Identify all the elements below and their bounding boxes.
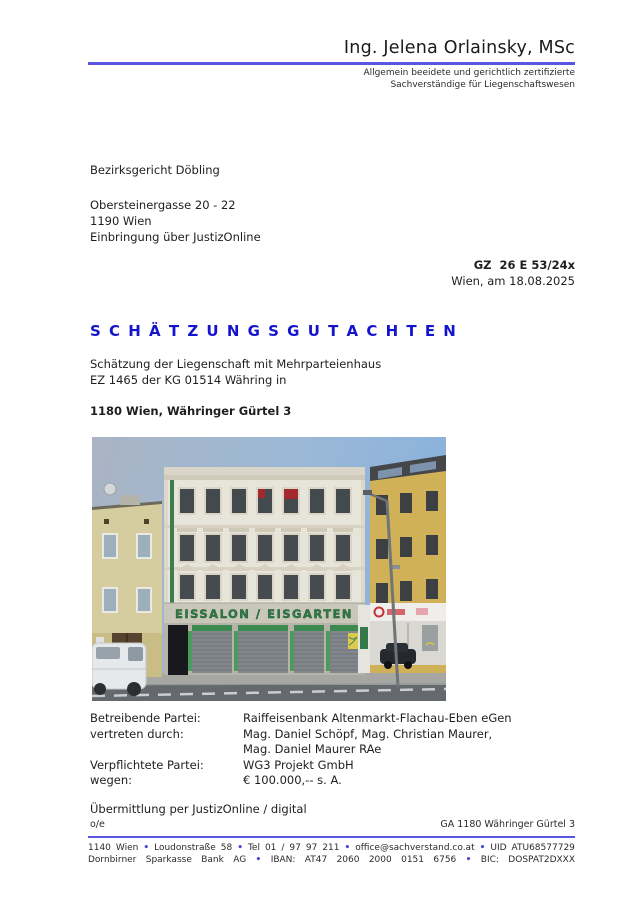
bullet-separator: • [143,843,150,853]
party-value: € 100.000,-- s. A. [243,773,342,787]
footer [88,842,575,866]
party-label: wegen: [90,773,133,787]
document-reference: GA 1180 Währinger Gürtel 3 [440,819,575,830]
parties-table [90,711,575,789]
bullet-separator: • [344,843,351,853]
footer-line-2 [88,854,575,866]
party-value: WG3 Projekt GmbH [243,757,354,772]
expert-subtitle [363,68,575,91]
footer-iban: IBAN: AT47 2060 2000 0151 6756 [270,855,457,865]
bullet-separator: • [255,855,262,865]
bullet-separator: • [237,843,243,853]
party-value: Raiffeisenbank Altenmarkt-Flachau-Eben eGen [243,711,512,725]
recipient-delivery: Einbringung über JustizOnline [90,230,261,244]
property-photo [92,437,446,701]
party-label: Verpflichtete Partei: [90,757,204,772]
footer-bank: Dornbirner Sparkasse Bank AG [88,855,247,865]
footer-city: 1140 Wien [88,843,139,853]
recipient-address [90,197,261,245]
footer-phone: Tel 01 / 97 97 211 [247,843,340,853]
expert-subtitle-line2: Sachverständige für Liegenschaftswesen [390,79,575,90]
expert-name: Ing. Jelena Orlainsky, MSc [343,38,575,58]
bullet-separator: • [479,843,486,853]
recipient-city: 1190 Wien [90,214,152,228]
recipient-street: Obersteinergasse 20 - 22 [90,198,236,212]
subject-line1: Schätzung der Liegenschaft mit Mehrparteienhaus [90,357,382,371]
property-address: 1180 Wien, Währinger Gürtel 3 [90,404,292,418]
footer-email: office@sachverstand.co.at [355,843,475,853]
footer-street: Loudonstraße 58 [154,843,233,853]
clerk-initials: o/e [90,819,105,830]
party-value: Mag. Daniel Maurer RAe [243,742,382,756]
party-value: Mag. Daniel Schöpf, Mag. Christian Maurer, [243,726,493,741]
expert-subtitle-line1: Allgemein beeidete und gerichtlich zertifizierte [363,68,575,78]
footer-rule [88,836,575,838]
recipient-court: Bezirksgericht Döbling [90,163,220,177]
bullet-separator: • [465,855,472,865]
document-title: S C H Ä T Z U N G S G U T A C H T E N [90,322,458,340]
party-label [90,742,243,758]
property-photo-svg [92,437,446,701]
document-subject [90,356,381,388]
transmission-note: Übermittlung per JustizOnline / digital [90,802,307,816]
header-rule [88,62,575,65]
party-label: Betreibende Partei: [90,711,201,725]
subject-line2: EZ 1465 der KG 01514 Währing in [90,373,287,387]
case-block [451,257,575,289]
footer-line-1 [88,842,575,854]
case-reference: GZ 26 E 53/24x [473,258,575,272]
party-label: vertreten durch: [90,726,184,741]
eissalon-sign-text: EISSALON / EISGARTEN [174,607,354,621]
meta-row [90,819,575,830]
case-place-date: Wien, am 18.08.2025 [451,274,575,288]
footer-bic: BIC: DOSPAT2DXXX [480,855,575,865]
footer-uid: UID ATU68577729 [490,843,575,853]
